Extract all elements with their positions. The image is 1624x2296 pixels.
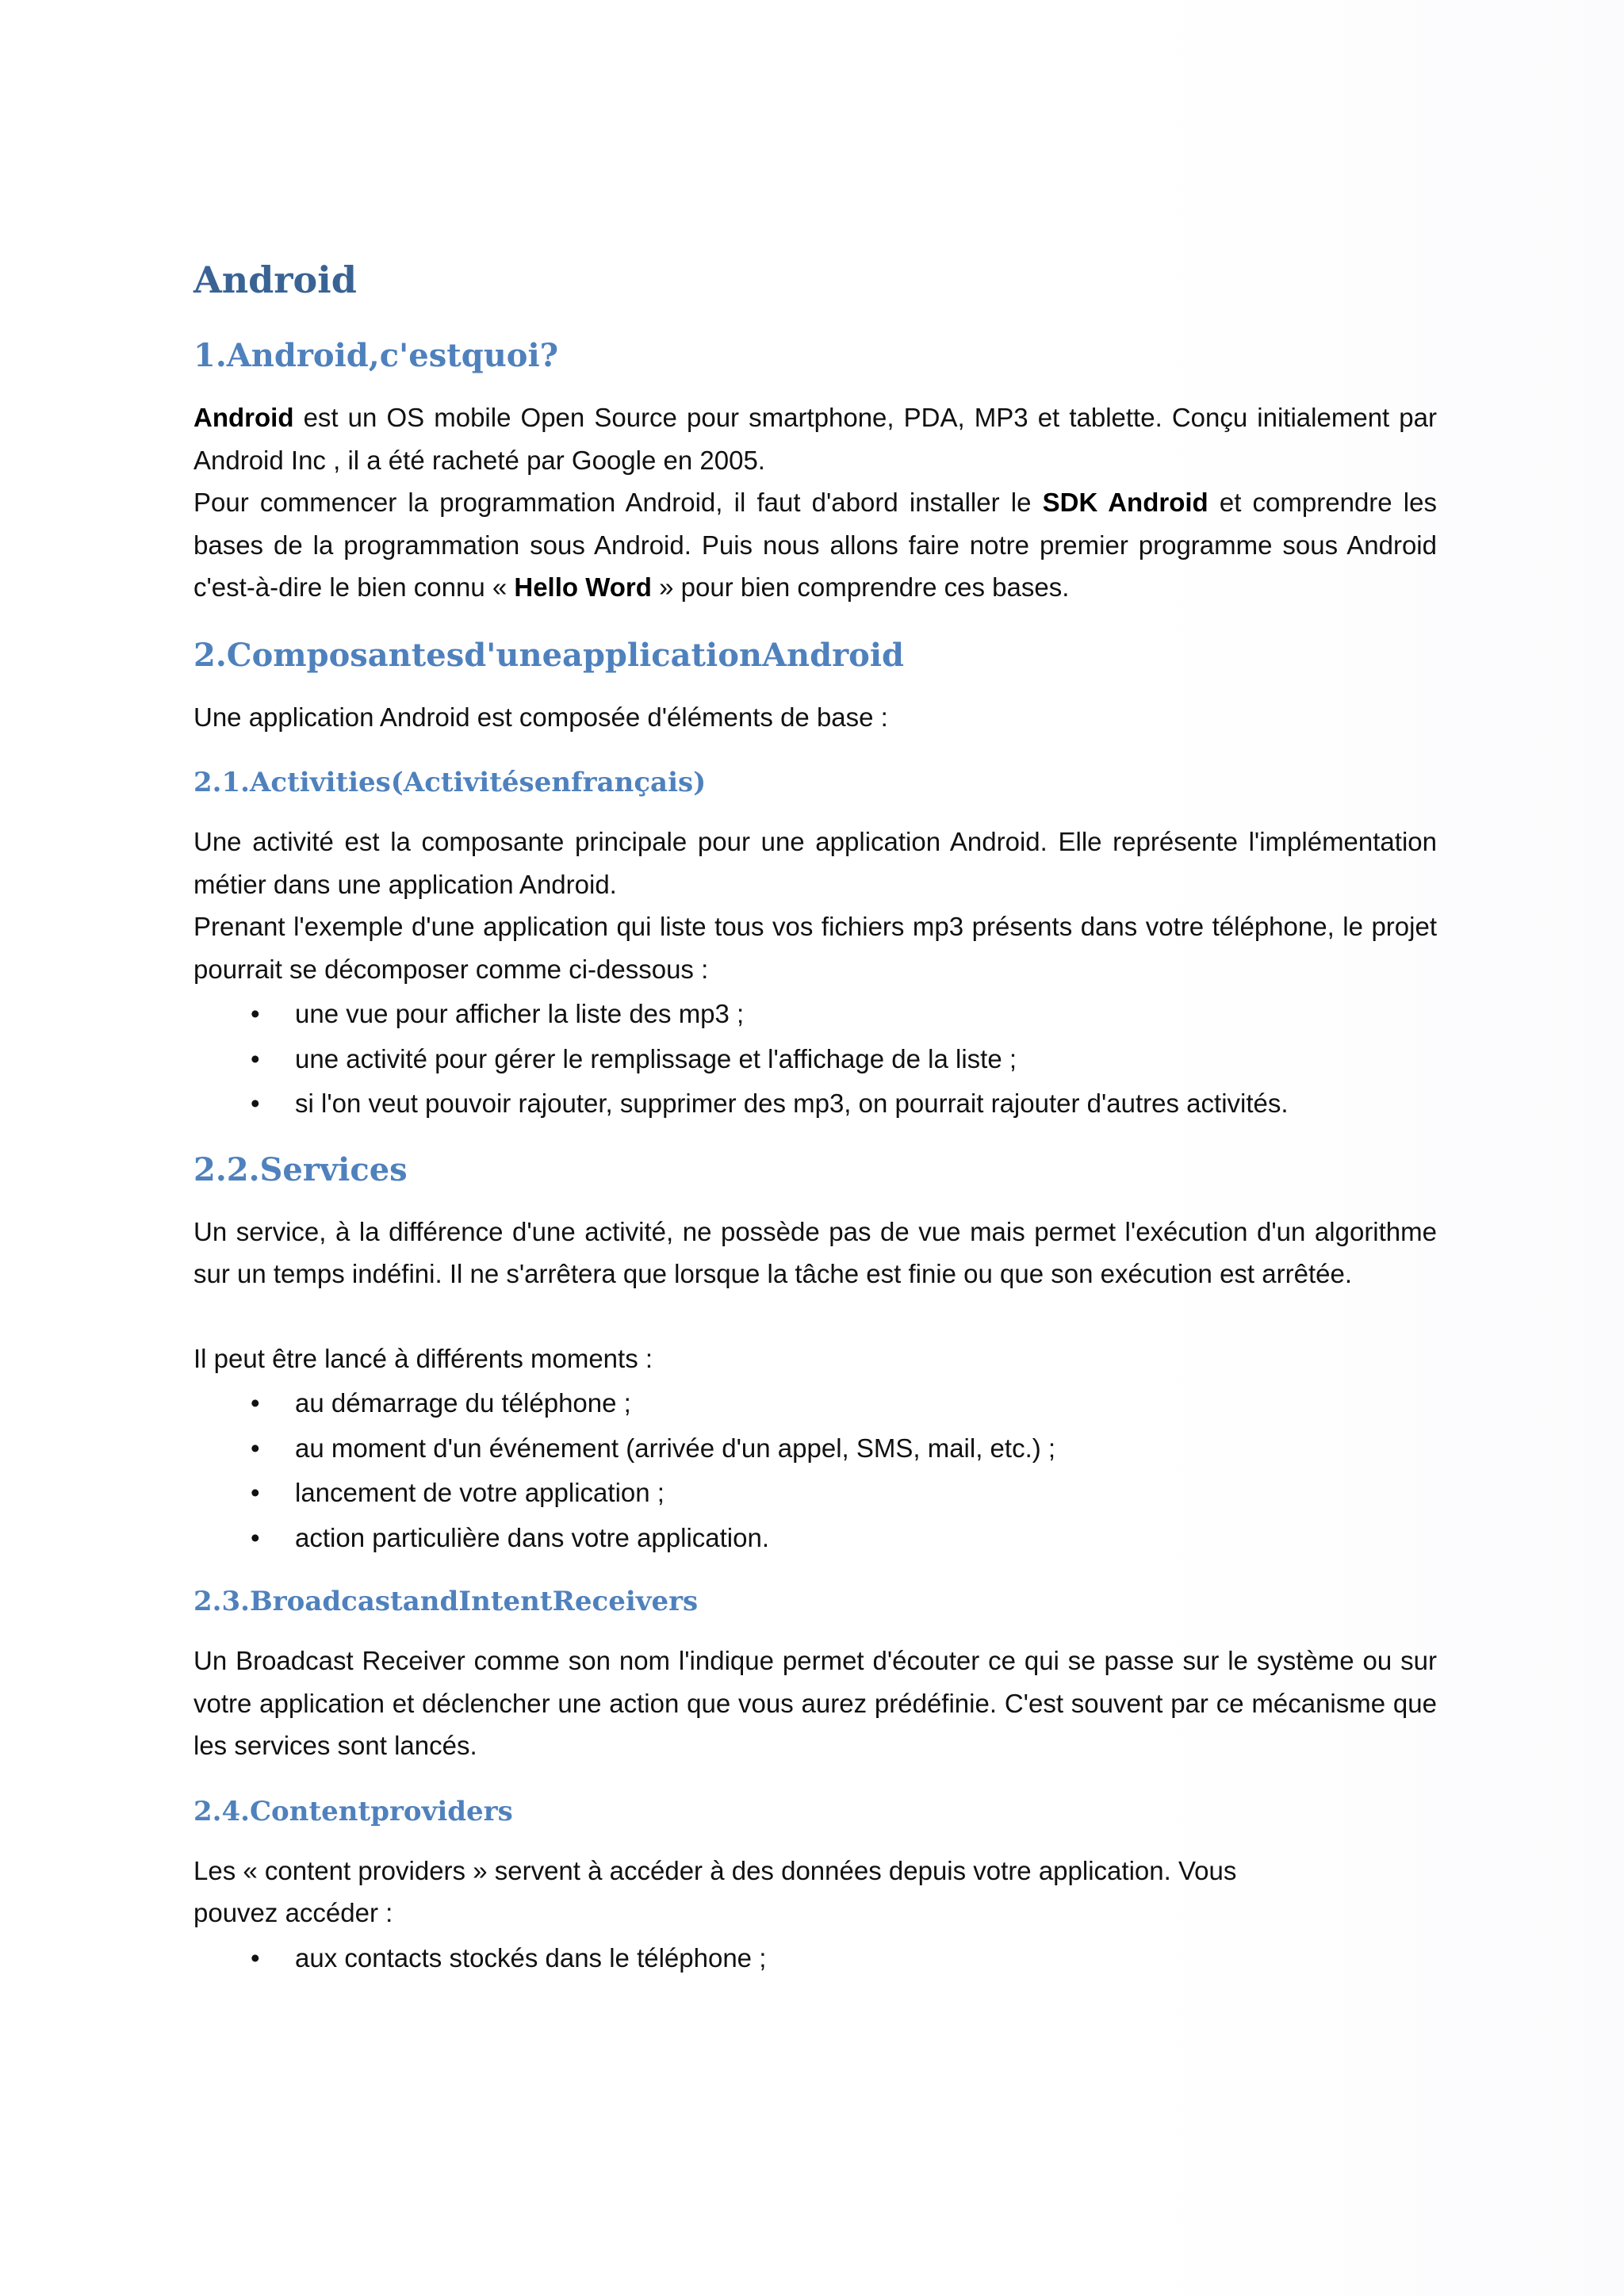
section-2-2-heading: 2.2.Services [193,1150,408,1188]
section-2-heading: 2.Composantesd'uneapplicationAndroid [193,636,904,674]
section-2-intro: Une application Android est composée d'éléments de base : [193,702,888,732]
document-title: Android [193,258,357,301]
list-item [193,1426,1437,1471]
section-1-bold-android: Android [193,403,294,432]
section-2-4-paragraph-2: pouvez accéder : [193,1898,393,1927]
bullet-icon: • [251,999,260,1028]
list-item-text: au démarrage du téléphone ; [295,1388,631,1418]
bullet-icon: • [251,1522,260,1552]
document-body [193,255,1437,2001]
section-1-text: et comprendre les bases de la programmation sous Android. Puis nous allons faire notre premier programme sous Android c'est-à-dire le bien connu « [193,488,1437,602]
list-item [193,992,1437,1037]
section-2-3-paragraph-1: Un Broadcast Receiver comme son nom l'indique permet d'écouter ce qui se passe sur le système ou sur votre application et déclencher une action que vous aurez prédéfinie. C'est souvent par ce mécanisme que les services sont lancés. [193,1646,1437,1760]
section-2-1-paragraph-1: Une activité est la composante principale pour une application Android. Elle représente l'implémentation métier dans une application Android. [193,827,1437,899]
list-item-text: au moment d'un événement (arrivée d'un appel, SMS, mail, etc.) ; [295,1433,1056,1463]
list-item-text: une activité pour gérer le remplissage et l'affichage de la liste ; [295,1043,1017,1073]
list-item-text: aux contacts stockés dans le téléphone ; [295,1942,767,1973]
bullet-icon: • [251,1043,260,1073]
list-item-text: si l'on veut pouvoir rajouter, supprimer des mp3, on pourrait rajouter d'autres activités. [295,1089,1289,1118]
list-item-text: action particulière dans votre application. [295,1522,770,1552]
section-1-paragraph-1 [193,396,1437,481]
list-item [193,1936,1437,1981]
list-item-text: une vue pour afficher la liste des mp3 ; [295,999,745,1028]
section-2-4-paragraph-1: Les « content providers » servent à accéder à des données depuis votre application. Vous [193,1855,1237,1885]
section-2-2-list [193,1381,1437,1560]
section-1-text: » pour bien comprendre ces bases. [651,572,1070,602]
list-item [193,1037,1437,1082]
section-2-2-paragraph-1: Un service, à la différence d'une activité, ne possède pas de vue mais permet l'exécution d'un algorithme sur un temps indéfini. Il ne s'arrêtera que lorsque la tâche est finie ou que son exécution est arrêtée. [193,1216,1437,1288]
section-2-2-paragraph-2: Il peut être lancé à différents moments : [193,1343,653,1373]
list-item-text: lancement de votre application ; [295,1478,665,1507]
section-1-text: est un OS mobile Open Source pour smartphone, PDA, MP3 et tablette. Conçu initialement par Android Inc , il a été racheté par Google en 2005. [193,403,1437,475]
section-1-text: Pour commencer la programmation Android, il faut d'abord installer le [193,488,1043,517]
section-1-heading: 1.Android,c'estquoi? [193,337,559,374]
section-2-1-list [193,992,1437,1127]
list-item [193,1516,1437,1561]
section-2-4-heading: 2.4.Contentproviders [193,1795,513,1827]
bullet-icon: • [251,1942,260,1973]
section-1-bold-sdk: SDK Android [1042,488,1208,517]
section-2-3-heading: 2.3.BroadcastandIntentReceivers [193,1586,699,1617]
list-item [193,1471,1437,1516]
bullet-icon: • [251,1388,260,1418]
list-item [193,1381,1437,1426]
bullet-icon: • [251,1089,260,1118]
section-1-paragraph-2 [193,481,1437,609]
section-1-bold-hello-word: Hello Word [514,572,652,602]
section-2-1-heading: 2.1.Activities(Activitésenfrançais) [193,767,707,798]
section-2-4-list [193,1936,1437,1981]
list-item [193,1081,1437,1127]
bullet-icon: • [251,1478,260,1507]
section-2-1-paragraph-2: Prenant l'exemple d'une application qui liste tous vos fichiers mp3 présents dans votre téléphone, le projet pourrait se décomposer comme ci-dessous : [193,912,1437,984]
bullet-icon: • [251,1433,260,1463]
